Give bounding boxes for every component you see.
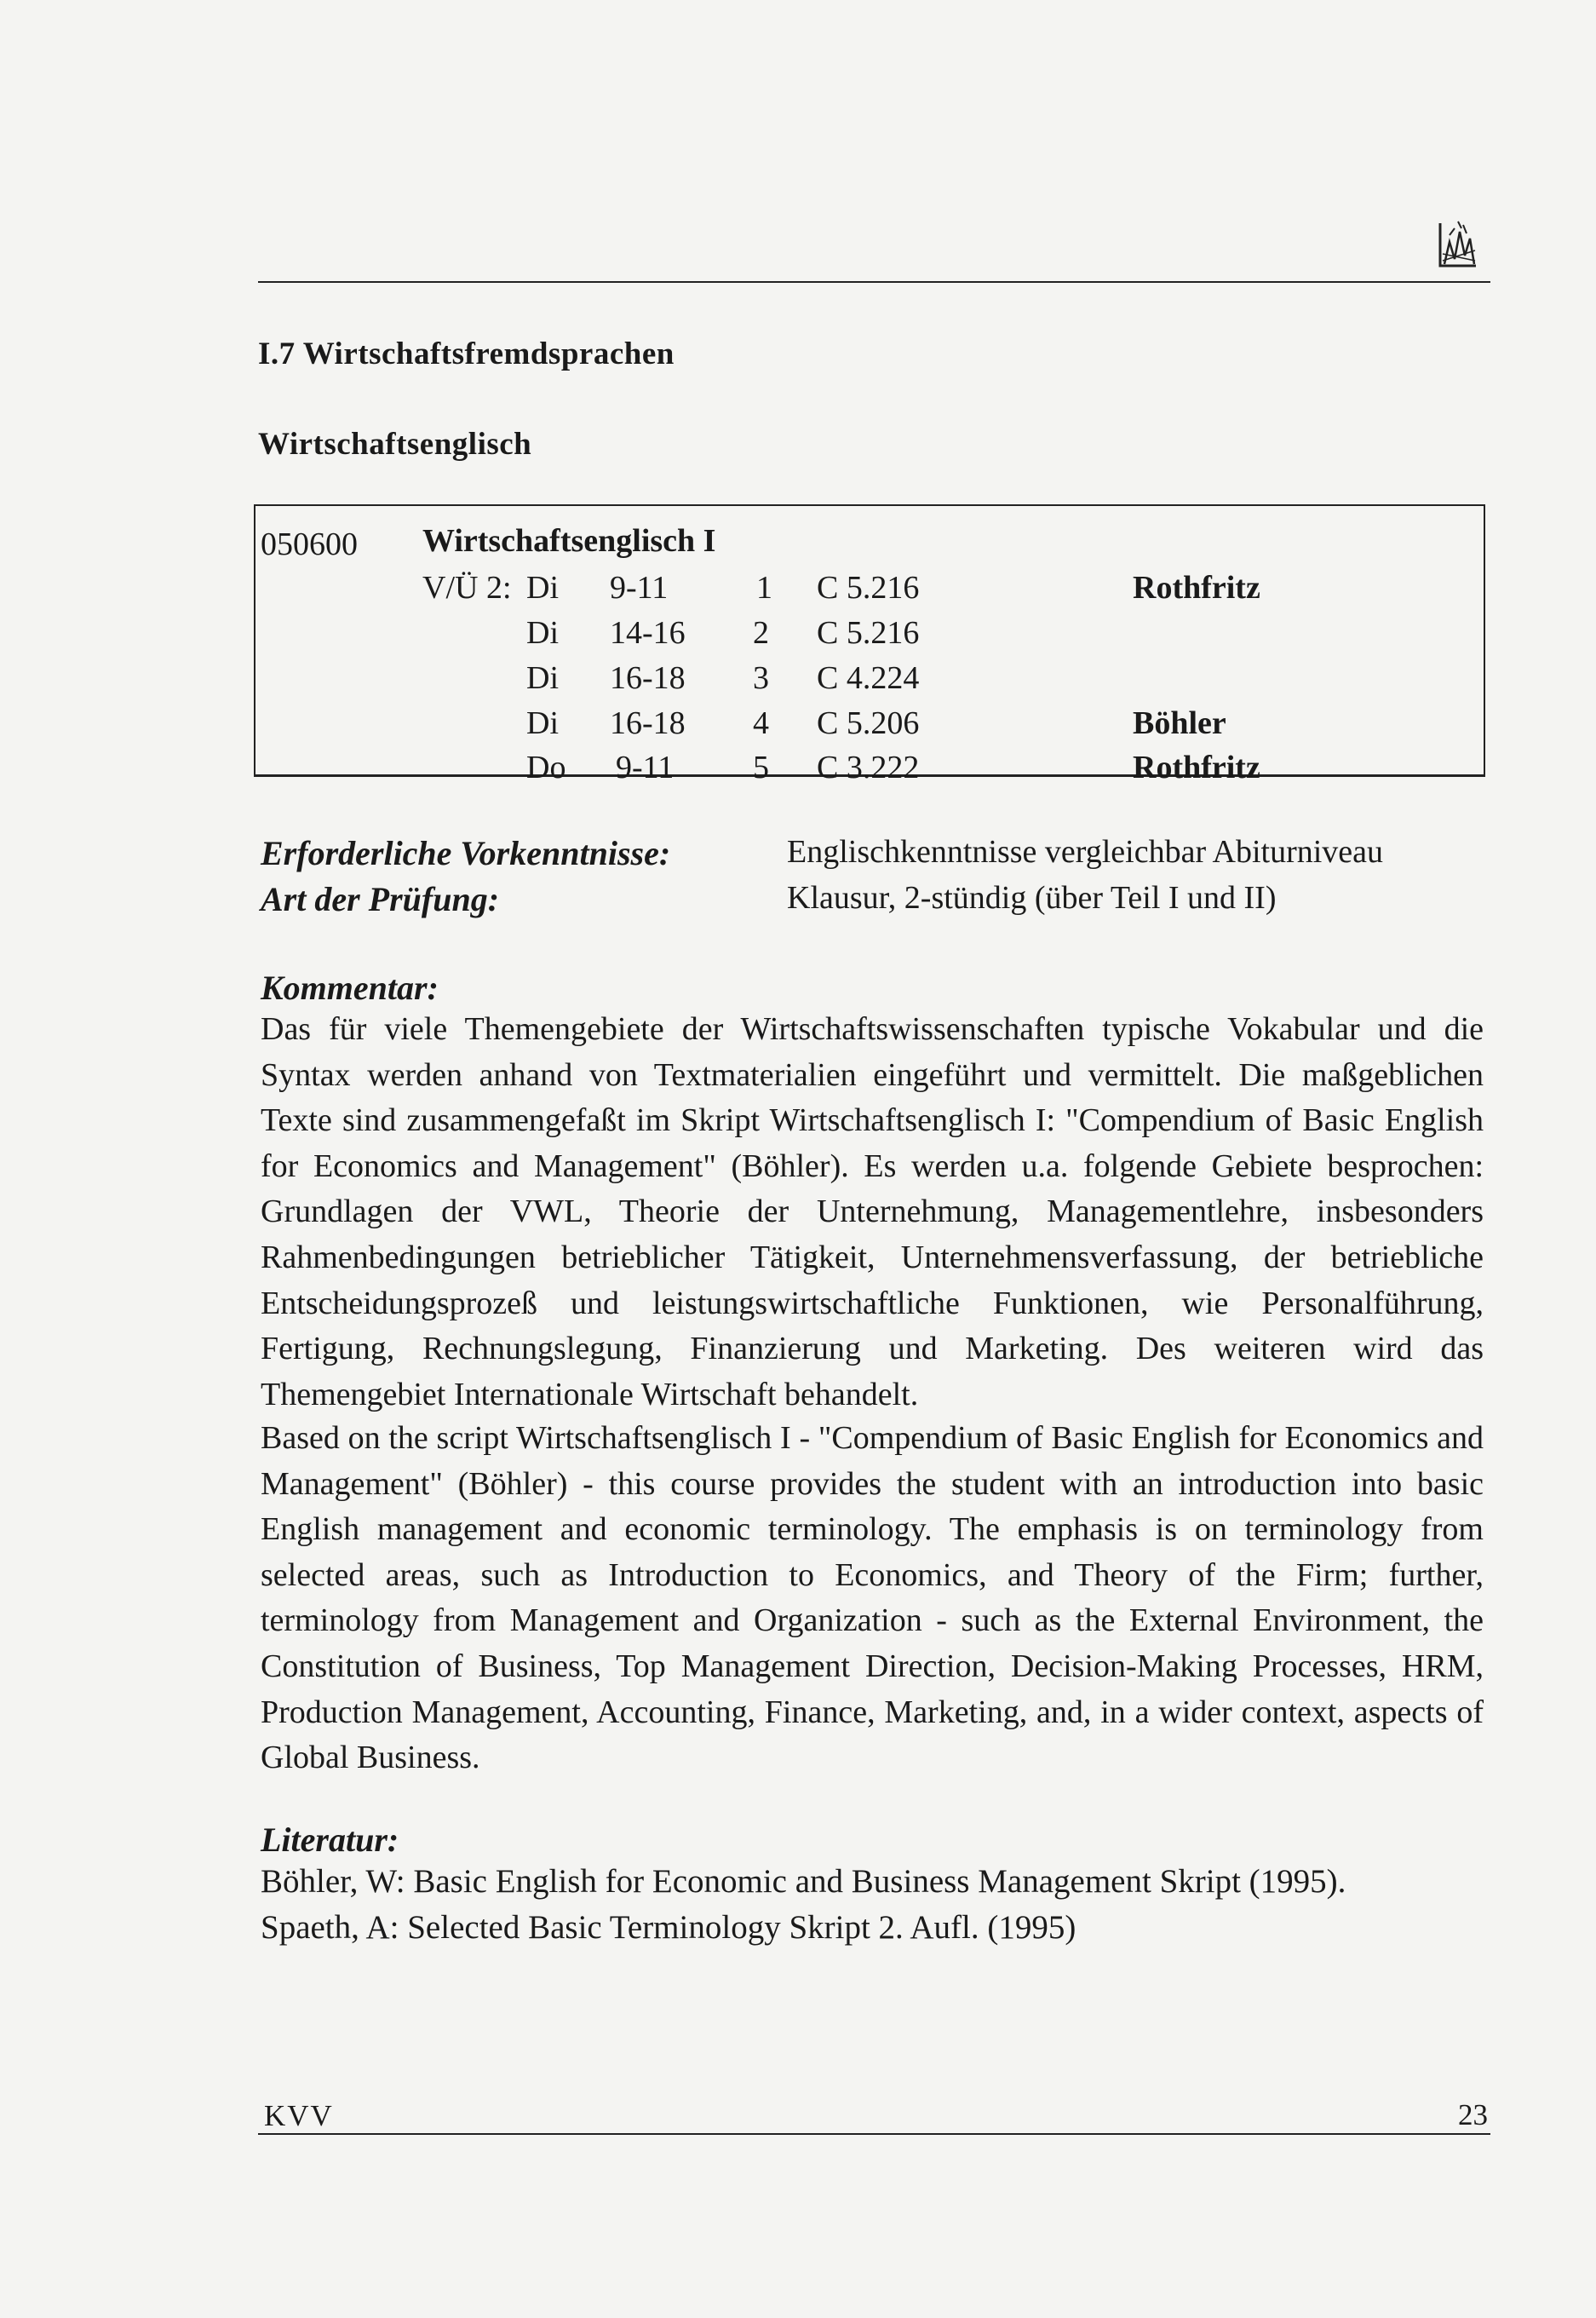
session-group: 3 [753, 660, 769, 696]
course-title: Wirtschaftsenglisch I [422, 523, 716, 559]
session-time: 9-11 [616, 750, 675, 785]
session-room: C 5.216 [817, 615, 920, 651]
course-info-box [254, 504, 1485, 785]
prereq-value: Englischkenntnisse vergleichbar Abiturniveau [787, 834, 1384, 870]
session-group: 5 [753, 750, 769, 785]
page-number: 23 [1458, 2098, 1488, 2131]
section-subtitle: Wirtschaftsenglisch [258, 427, 532, 462]
exam-value: Klausur, 2-stündig (über Teil I und II) [787, 880, 1277, 916]
header-rule [258, 281, 1490, 283]
session-day: Di [526, 705, 559, 741]
session-time: 14-16 [610, 615, 686, 651]
literature-label: Literatur: [261, 1820, 399, 1859]
exam-label: Art der Prüfung: [261, 880, 500, 918]
session-time: 9-11 [610, 570, 669, 606]
session-lecturer: Rothfritz [1133, 750, 1260, 785]
session-lecturer: Böhler [1133, 705, 1226, 741]
session-day: Di [526, 660, 559, 696]
session-time: 16-18 [610, 705, 686, 741]
session-day: Do [526, 750, 566, 785]
session-group: 4 [753, 705, 769, 741]
session-day: Di [526, 570, 559, 606]
comment-label: Kommentar: [261, 969, 439, 1007]
session-group: 1 [756, 570, 772, 606]
session-time: 16-18 [610, 660, 686, 696]
course-type: V/Ü 2: [422, 570, 512, 606]
session-room: C 4.224 [817, 660, 920, 696]
session-group: 2 [753, 615, 769, 651]
session-room: C 5.206 [817, 705, 920, 741]
footer-kvv: KVV [264, 2099, 334, 2132]
comment-english-paragraph: Based on the script Wirtschaftsenglisch I - "Compendium of Basic English for Economics and Management" (Böhler) - this course provides the student with an introduction into basic English management and economic terminology. The emphasis is on terminology from selected areas, such as Introduction to Economics, and Theory of the Firm; further, terminology from Management and Organization - such as the External Environment, the Constitution of Business, Top Management Direction, Decision-Making Processes, HRM, Production Management, Accounting, Finance, Marketing, and, in a wider context, aspects of Global Business. [261, 1420, 1484, 1776]
session-room: C 3.222 [817, 750, 920, 785]
section-title: I.7 Wirtschaftsfremdsprachen [258, 336, 675, 371]
footer-rule [258, 2133, 1490, 2135]
literature-item: Spaeth, A: Selected Basic Terminology Skript 2. Aufl. (1995) [261, 1909, 1076, 1946]
session-day: Di [526, 615, 559, 651]
university-logo-icon [1438, 216, 1478, 269]
literature-item: Böhler, W: Basic English for Economic and Business Management Skript (1995). [261, 1863, 1346, 1900]
prereq-label: Erforderliche Vorkenntnisse: [261, 834, 671, 872]
session-lecturer: Rothfritz [1133, 570, 1260, 606]
course-number: 050600 [261, 526, 358, 562]
session-room: C 5.216 [817, 570, 920, 606]
comment-german-paragraph: Das für viele Themengebiete der Wirtschaftswissenschaften typische Vokabular und die Syntax werden anhand von Textmaterialien eingeführt und vermittelt. Die maßgeblichen Texte sind zusammengefaßt im Skript Wirtschaftsenglisch I: "Compendium of Basic English for Economics and Management" (Böhler). Es werden u.a. folgende Gebiete besprochen: Grundlagen der VWL, Theorie der Unternehmung, Managementlehre, insbesonders Rahmenbedingungen betrieblicher Tätigkeit, Unternehmensverfassung, der betriebliche Entscheidungsprozeß und leistungswirtschaftliche Funktionen, wie Personalführung, Fertigung, Rechnungslegung, Finanzierung und Marketing. Des weiteren wird das Themengebiet Internationale Wirtschaft behandelt. [261, 1011, 1484, 1412]
